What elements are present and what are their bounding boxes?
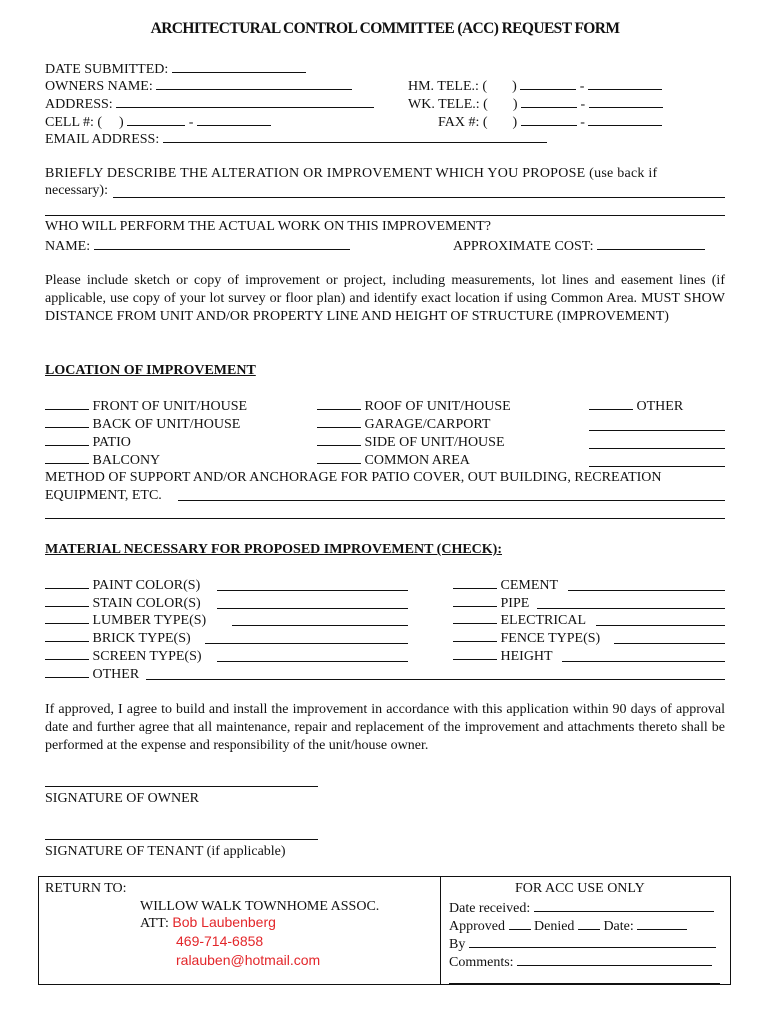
hm-tele-label: HM. TELE.: ( bbox=[408, 79, 488, 94]
tenant-signature-label: SIGNATURE OF TENANT (if applicable) bbox=[45, 844, 286, 859]
location-label-back: BACK OF UNIT/HOUSE bbox=[92, 417, 241, 432]
method-line2: EQUIPMENT, ETC. bbox=[45, 488, 162, 503]
location-heading: LOCATION OF IMPROVEMENT bbox=[45, 363, 256, 378]
by-label: By bbox=[449, 937, 466, 952]
comments-row bbox=[449, 952, 712, 971]
denied-field[interactable] bbox=[578, 916, 600, 930]
by-field[interactable] bbox=[469, 934, 716, 948]
comments-line-2[interactable] bbox=[449, 983, 720, 984]
location-option-common[interactable] bbox=[317, 451, 470, 469]
material-option-lumber[interactable] bbox=[45, 611, 206, 629]
worker-question: WHO WILL PERFORM THE ACTUAL WORK ON THIS IMPROVEMENT? bbox=[45, 219, 491, 234]
fax-dash: - bbox=[580, 115, 585, 130]
approved-label: Approved bbox=[449, 919, 505, 934]
wk-dash: - bbox=[580, 97, 586, 112]
location-label-side: SIDE OF UNIT/HOUSE bbox=[364, 435, 505, 450]
fax-row bbox=[438, 112, 662, 131]
material-option-stain[interactable] bbox=[45, 594, 201, 612]
date-received-row bbox=[449, 898, 714, 917]
material-option-brick[interactable] bbox=[45, 629, 191, 647]
address-label: ADDRESS: bbox=[45, 97, 113, 112]
worker-name-row bbox=[45, 236, 350, 255]
material-option-pipe[interactable] bbox=[453, 594, 529, 612]
contact-phone: 469-714-6858 bbox=[176, 933, 264, 949]
owners-name-label: OWNERS NAME: bbox=[45, 79, 153, 94]
acc-date-field[interactable] bbox=[637, 916, 687, 930]
wk-close-paren: ) bbox=[512, 97, 518, 112]
location-label-roof: ROOF OF UNIT/HOUSE bbox=[364, 399, 511, 414]
fax-number-field[interactable] bbox=[588, 112, 662, 126]
instructions-text: Please include sketch or copy of improvement or project, including measurements, lot lines and easement lines (if applicable, use copy of your lot survey or floor plan) and identify exact location if using Common Area. MUST SHOW DISTANCE FROM UNIT AND/OR PROPERTY LINE AND HEIGHT OF STRUCTURE (IMPROVEMENT) bbox=[45, 273, 725, 324]
material-label-lumber: LUMBER TYPE(S) bbox=[92, 613, 207, 628]
material-option-cement[interactable] bbox=[453, 576, 558, 594]
acc-heading: FOR ACC USE ONLY bbox=[515, 881, 645, 896]
denied-label: Denied bbox=[534, 919, 575, 934]
describe-field-line-1[interactable] bbox=[113, 197, 725, 198]
hm-number-field[interactable] bbox=[588, 76, 662, 90]
owners-name-row bbox=[45, 76, 352, 95]
location-other-line-2[interactable] bbox=[589, 448, 725, 449]
cell-close-paren: ) bbox=[119, 115, 124, 130]
cost-row bbox=[453, 236, 705, 255]
location-other-line-1[interactable] bbox=[589, 430, 725, 431]
location-option-side[interactable] bbox=[317, 433, 505, 451]
cell-dash: - bbox=[188, 115, 194, 130]
describe-question bbox=[45, 165, 725, 182]
location-option-balcony[interactable] bbox=[45, 451, 160, 469]
location-option-back[interactable] bbox=[45, 415, 240, 433]
contact-name: Bob Laubenberg bbox=[172, 914, 276, 930]
location-option-front[interactable] bbox=[45, 397, 247, 415]
material-label-cement: CEMENT bbox=[500, 578, 559, 593]
stain-detail-line[interactable] bbox=[217, 608, 408, 609]
location-option-patio[interactable] bbox=[45, 433, 131, 451]
describe-line1: BRIEFLY DESCRIBE THE ALTERATION OR IMPROVEMENT WHICH YOU PROPOSE (use back if bbox=[45, 166, 658, 181]
method-field-line-1[interactable] bbox=[178, 500, 725, 501]
describe-line2: necessary): bbox=[45, 183, 108, 198]
material-option-other[interactable] bbox=[45, 665, 139, 683]
material-label-fence: FENCE TYPE(S) bbox=[500, 631, 601, 646]
pipe-detail-line[interactable] bbox=[537, 608, 725, 609]
assoc-name: WILLOW WALK TOWNHOME ASSOC. bbox=[140, 899, 380, 914]
comments-field[interactable] bbox=[517, 952, 712, 966]
owners-name-field[interactable] bbox=[156, 76, 352, 90]
owner-signature-line[interactable] bbox=[45, 786, 318, 787]
other-detail-line[interactable] bbox=[146, 679, 725, 680]
by-row bbox=[449, 934, 716, 953]
wk-number-field[interactable] bbox=[589, 94, 663, 108]
box-divider bbox=[440, 876, 441, 985]
cost-label: APPROXIMATE COST: bbox=[453, 239, 594, 254]
hm-tele-row bbox=[408, 76, 662, 95]
brick-detail-line[interactable] bbox=[205, 643, 408, 644]
material-option-screen[interactable] bbox=[45, 647, 202, 665]
approved-field[interactable] bbox=[509, 916, 531, 930]
material-label-screen: SCREEN TYPE(S) bbox=[92, 649, 202, 664]
wk-prefix-field[interactable] bbox=[521, 94, 577, 108]
material-label-electrical: ELECTRICAL bbox=[500, 613, 587, 628]
screen-detail-line[interactable] bbox=[217, 661, 408, 662]
hm-close-paren: ) bbox=[512, 79, 517, 94]
email-row bbox=[45, 129, 547, 148]
worker-name-label: NAME: bbox=[45, 239, 91, 254]
cell-label: CELL #: ( bbox=[45, 115, 103, 130]
material-label-height: HEIGHT bbox=[500, 649, 553, 664]
location-option-other[interactable] bbox=[589, 397, 683, 415]
fax-prefix-field[interactable] bbox=[521, 112, 577, 126]
electrical-detail-line[interactable] bbox=[596, 625, 725, 626]
fence-detail-line[interactable] bbox=[614, 643, 725, 644]
tenant-signature-line[interactable] bbox=[45, 839, 318, 840]
location-label-common: COMMON AREA bbox=[364, 453, 470, 468]
date-received-label: Date received: bbox=[449, 901, 531, 916]
material-heading: MATERIAL NECESSARY FOR PROPOSED IMPROVEMENT (CHECK): bbox=[45, 542, 502, 557]
location-label-patio: PATIO bbox=[92, 435, 131, 450]
att-label: ATT: bbox=[140, 916, 169, 931]
att-row bbox=[140, 914, 276, 932]
cement-detail-line[interactable] bbox=[568, 590, 725, 591]
date-submitted-field[interactable] bbox=[172, 59, 306, 73]
height-detail-line[interactable] bbox=[562, 661, 725, 662]
material-option-fence[interactable] bbox=[453, 629, 600, 647]
address-row bbox=[45, 94, 374, 113]
location-label-front: FRONT OF UNIT/HOUSE bbox=[92, 399, 248, 414]
email-label: EMAIL ADDRESS: bbox=[45, 132, 160, 147]
material-label-paint: PAINT COLOR(S) bbox=[92, 578, 201, 593]
hm-prefix-field[interactable] bbox=[520, 76, 576, 90]
material-label-brick: BRICK TYPE(S) bbox=[92, 631, 191, 646]
location-label-balcony: BALCONY bbox=[92, 453, 161, 468]
return-to-label: RETURN TO: bbox=[45, 881, 127, 896]
hm-dash: - bbox=[579, 79, 585, 94]
email-field[interactable] bbox=[163, 129, 547, 143]
location-option-garage[interactable] bbox=[317, 415, 490, 433]
material-option-height[interactable] bbox=[453, 647, 553, 665]
location-other-line-3[interactable] bbox=[589, 466, 725, 467]
location-label-garage: GARAGE/CARPORT bbox=[364, 417, 491, 432]
date-received-field[interactable] bbox=[534, 898, 714, 912]
location-label-other: OTHER bbox=[636, 399, 684, 414]
material-option-paint[interactable] bbox=[45, 576, 200, 594]
contact-email[interactable]: ralauben@hotmail.com bbox=[176, 952, 321, 968]
method-row bbox=[45, 487, 162, 504]
cell-prefix-field[interactable] bbox=[127, 112, 185, 126]
method-line1: METHOD OF SUPPORT AND/OR ANCHORAGE FOR PATIO COVER, OUT BUILDING, RECREATION bbox=[45, 470, 662, 485]
approval-row bbox=[449, 916, 687, 935]
location-option-roof[interactable] bbox=[317, 397, 511, 415]
wk-tele-row bbox=[408, 94, 663, 113]
cost-field[interactable] bbox=[597, 236, 705, 250]
material-label-stain: STAIN COLOR(S) bbox=[92, 596, 201, 611]
cell-number-field[interactable] bbox=[197, 112, 271, 126]
owner-signature-label: SIGNATURE OF OWNER bbox=[45, 791, 199, 806]
material-label-other: OTHER bbox=[92, 667, 140, 682]
form-title: ARCHITECTURAL CONTROL COMMITTEE (ACC) REQUEST FORM bbox=[150, 20, 620, 37]
describe-field-line-2[interactable] bbox=[45, 215, 725, 216]
lumber-detail-line[interactable] bbox=[232, 625, 408, 626]
date-submitted-label: DATE SUBMITTED: bbox=[45, 62, 169, 77]
wk-tele-label: WK. TELE.: ( bbox=[408, 97, 488, 112]
address-field[interactable] bbox=[116, 94, 374, 108]
date-label: Date: bbox=[603, 919, 634, 934]
material-option-electrical[interactable] bbox=[453, 611, 586, 629]
material-label-pipe: PIPE bbox=[500, 596, 530, 611]
worker-name-field[interactable] bbox=[94, 236, 350, 250]
method-field-line-2[interactable] bbox=[45, 518, 725, 519]
paint-detail-line[interactable] bbox=[217, 590, 408, 591]
fax-close-paren: ) bbox=[512, 115, 518, 130]
method-question bbox=[45, 469, 725, 486]
agreement-text: If approved, I agree to build and install the improvement in accordance with this application within 90 days of approval date and further agree that all maintenance, repair and replacement of the improvement and attachments thereto shall be performed at the expense and responsibility of the unit/house owner. bbox=[45, 702, 725, 753]
comments-label: Comments: bbox=[449, 955, 514, 970]
fax-label: FAX #: ( bbox=[438, 115, 488, 130]
